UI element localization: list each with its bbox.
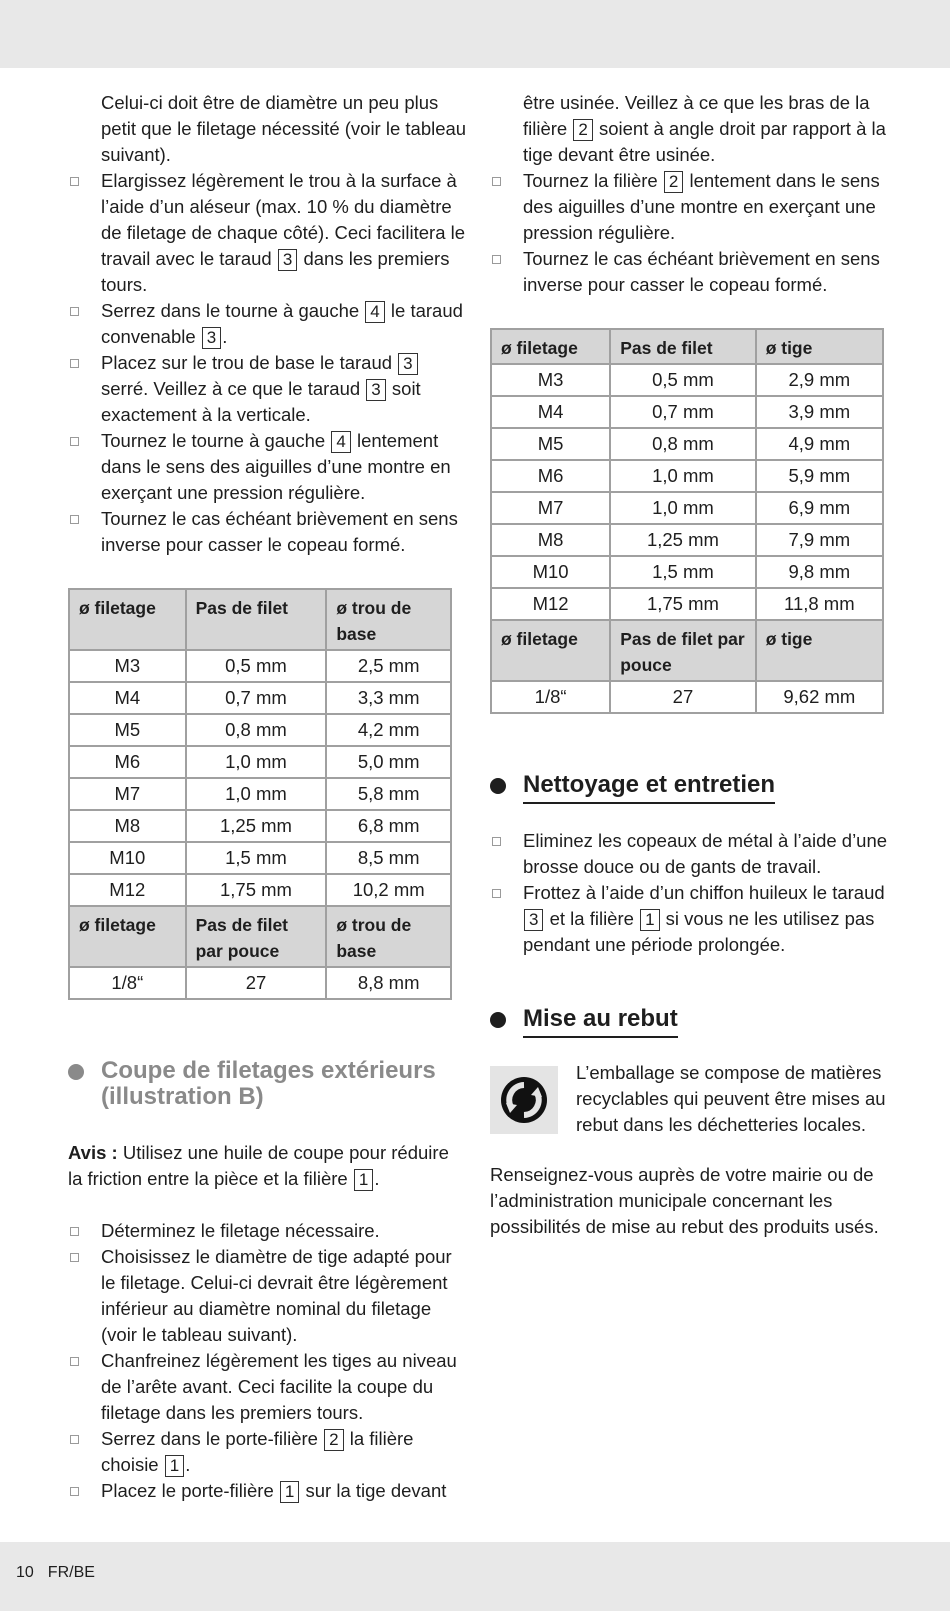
part-ref: 3 — [524, 909, 543, 931]
tap-drill-table — [68, 588, 452, 1000]
top-bar — [0, 0, 950, 68]
table-row — [491, 524, 883, 556]
table-header: ø tige — [756, 620, 883, 681]
table-cell: 1,75 mm — [186, 874, 327, 906]
table-cell: M7 — [491, 492, 610, 524]
table-cell: 9,8 mm — [756, 556, 883, 588]
page-number: 10 — [16, 1564, 34, 1581]
footer-bar — [0, 1542, 950, 1611]
table-cell: 0,7 mm — [610, 396, 755, 428]
table-cell: 0,5 mm — [610, 364, 755, 396]
table-cell: 27 — [186, 967, 327, 999]
disposal-text: L’emballage se compose de matières recyclables qui peuvent être mises au rebut dans les déchetteries locales. — [576, 1062, 886, 1135]
table-cell: 1/8“ — [69, 967, 186, 999]
section-heading-external-threads: Coupe de filetages extérieurs (illustration B) — [68, 1058, 468, 1110]
list-item: Tournez la filière 2 lentement dans le sens des aiguilles d’une montre en exerçant une pression régulière. — [490, 168, 890, 246]
list-item: Tournez le cas échéant brièvement en sens inverse pour casser le copeau formé. — [490, 246, 890, 298]
right-column — [490, 90, 890, 1240]
section-heading-disposal: Mise au rebut — [490, 1006, 890, 1038]
notice-paragraph: Avis : Utilisez une huile de coupe pour réduire la friction entre la pièce et la filière 1 . — [68, 1142, 449, 1189]
table-cell: M12 — [69, 874, 186, 906]
table-row — [491, 428, 883, 460]
table-cell: 4,2 mm — [326, 714, 451, 746]
bullet-dot — [490, 1012, 506, 1028]
rod-diameter-table — [490, 328, 884, 714]
list-item: Déterminez le filetage nécessaire. — [68, 1218, 468, 1244]
table-header: ø trou de base — [326, 906, 451, 967]
table-header: Pas de filet par pouce — [610, 620, 755, 681]
recycle-icon — [490, 1066, 558, 1134]
part-ref: 3 — [202, 327, 221, 349]
table-cell: 8,8 mm — [326, 967, 451, 999]
table-header: Pas de filet — [186, 589, 327, 650]
part-ref: 2 — [324, 1429, 343, 1451]
table-cell: M3 — [69, 650, 186, 682]
list-item: Chanfreinez légèrement les tiges au niveau de l’arête avant. Ceci facilite la coupe du filetage dans les premiers tours. — [68, 1348, 468, 1426]
table-cell: 1,5 mm — [610, 556, 755, 588]
table-cell: M6 — [69, 746, 186, 778]
table-cell: 1/8“ — [491, 681, 610, 713]
part-ref: 3 — [398, 353, 417, 375]
table-row — [491, 556, 883, 588]
table-row — [69, 650, 451, 682]
table-row — [491, 460, 883, 492]
table-cell: 8,5 mm — [326, 842, 451, 874]
table-header: ø tige — [756, 329, 883, 364]
part-ref: 4 — [331, 431, 350, 453]
table-cell: 3,3 mm — [326, 682, 451, 714]
list-item: Placez sur le trou de base le taraud 3 serré. Veillez à ce que le taraud 3 soit exactement à la verticale. — [68, 350, 468, 428]
table-cell: M6 — [491, 460, 610, 492]
left-column — [68, 90, 468, 1504]
table-cell: 7,9 mm — [756, 524, 883, 556]
list-item: Tournez le tourne à gauche 4 lentement dans le sens des aiguilles d’une montre en exerçant une pression régulière. — [68, 428, 468, 506]
table-cell: 5,8 mm — [326, 778, 451, 810]
table-cell: 6,9 mm — [756, 492, 883, 524]
intro-paragraph: Celui-ci doit être de diamètre un peu plus petit que le filetage nécessité (voir le tableau suivant). — [101, 92, 467, 165]
table-row — [69, 842, 451, 874]
bullet-dot — [68, 1064, 84, 1080]
table-cell: 0,7 mm — [186, 682, 327, 714]
table-row — [69, 778, 451, 810]
table-cell: 0,5 mm — [186, 650, 327, 682]
table-cell: M12 — [491, 588, 610, 620]
part-ref: 3 — [366, 379, 385, 401]
table-header-row — [69, 589, 451, 650]
part-ref: 1 — [640, 909, 659, 931]
list-item: Tournez le cas échéant brièvement en sens inverse pour casser le copeau formé. — [68, 506, 468, 558]
list-item: Eliminez les copeaux de métal à l’aide d’une brosse douce ou de gants de travail. — [490, 828, 890, 880]
table-row — [491, 588, 883, 620]
table-cell: 1,25 mm — [186, 810, 327, 842]
table-cell: M10 — [491, 556, 610, 588]
table-cell: M8 — [69, 810, 186, 842]
cleaning-list — [490, 828, 890, 958]
table-cell: 9,62 mm — [756, 681, 883, 713]
part-ref: 3 — [278, 249, 297, 271]
table-cell: M3 — [491, 364, 610, 396]
table-cell: 11,8 mm — [756, 588, 883, 620]
table-cell: 1,0 mm — [610, 460, 755, 492]
list-item: Serrez dans le porte-filière 2 la filière choisie 1 . — [68, 1426, 468, 1478]
table-cell: M4 — [491, 396, 610, 428]
list-item: Placez le porte-filière 1 sur la tige devant — [68, 1478, 468, 1504]
table-cell: 1,0 mm — [610, 492, 755, 524]
section-heading-cleaning: Nettoyage et entretien — [490, 772, 890, 804]
table-row — [69, 714, 451, 746]
part-ref: 2 — [664, 171, 683, 193]
part-ref: 1 — [280, 1481, 299, 1503]
table-row — [491, 364, 883, 396]
table-cell: M7 — [69, 778, 186, 810]
footer-text — [16, 1564, 109, 1582]
table-header-row — [491, 620, 883, 681]
table-row — [69, 874, 451, 906]
table-cell: 5,9 mm — [756, 460, 883, 492]
table-header: ø filetage — [69, 589, 186, 650]
table-cell: 6,8 mm — [326, 810, 451, 842]
table-cell: 4,9 mm — [756, 428, 883, 460]
table-row — [491, 681, 883, 713]
table-cell: 1,0 mm — [186, 778, 327, 810]
table-row — [491, 396, 883, 428]
part-ref: 1 — [165, 1455, 184, 1477]
language-code: FR/BE — [47, 1564, 95, 1581]
list-item: Serrez dans le tourne à gauche 4 le taraud convenable 3 . — [68, 298, 468, 350]
table-cell: M5 — [491, 428, 610, 460]
table-cell: 10,2 mm — [326, 874, 451, 906]
table-cell: M4 — [69, 682, 186, 714]
bullet-dot — [490, 778, 506, 794]
table-header-row — [491, 329, 883, 364]
table-row — [491, 492, 883, 524]
table-header: ø filetage — [491, 329, 610, 364]
table-header: ø filetage — [491, 620, 610, 681]
table-cell: 1,25 mm — [610, 524, 755, 556]
table-cell: M10 — [69, 842, 186, 874]
table-cell: 1,5 mm — [186, 842, 327, 874]
part-ref: 2 — [573, 119, 592, 141]
table-header: ø filetage — [69, 906, 186, 967]
table-cell: 27 — [610, 681, 755, 713]
table-cell: 2,9 mm — [756, 364, 883, 396]
table-row — [69, 746, 451, 778]
list-item: Elargissez légèrement le trou à la surface à l’aide d’un aléseur (max. 10 % du diamètre de filetage de chaque côté). Ceci facilitera le travail avec le taraud 3 dans les premiers tours. — [68, 168, 468, 298]
part-ref: 4 — [365, 301, 384, 323]
list-item: Choisissez le diamètre de tige adapté pour le filetage. Celui-ci devrait être légèrement inférieur au diamètre nominal du filetage (voir le tableau suivant). — [68, 1244, 468, 1348]
table-cell: 0,8 mm — [610, 428, 755, 460]
table-cell: 1,0 mm — [186, 746, 327, 778]
disposal-block — [490, 1060, 890, 1138]
steps-list — [68, 1218, 468, 1504]
disposal-text-2: Renseignez-vous auprès de votre mairie ou de l’administration municipale concernant les possibilités de mise au rebut des produits usés. — [490, 1164, 879, 1237]
list-item: Frottez à l’aide d’un chiffon huileux le taraud 3 et la filière 1 si vous ne les utilisez pas pendant une période prolongée. — [490, 880, 890, 958]
table-cell: 2,5 mm — [326, 650, 451, 682]
table-cell: 5,0 mm — [326, 746, 451, 778]
table-cell: 0,8 mm — [186, 714, 327, 746]
table-row — [69, 810, 451, 842]
table-cell: 1,75 mm — [610, 588, 755, 620]
part-ref: 1 — [354, 1169, 373, 1191]
table-cell: 3,9 mm — [756, 396, 883, 428]
notice-label: Avis : — [68, 1142, 118, 1163]
table-header: ø trou de base — [326, 589, 451, 650]
intro-paragraph: être usinée. Veillez à ce que les bras de la filière 2 soient à angle droit par rapport à la tige devant être usinée. — [523, 92, 886, 165]
table-row — [69, 682, 451, 714]
table-header: Pas de filet par pouce — [186, 906, 327, 967]
table-header-row — [69, 906, 451, 967]
table-row — [69, 967, 451, 999]
table-cell: M8 — [491, 524, 610, 556]
table-header: Pas de filet — [610, 329, 755, 364]
table-cell: M5 — [69, 714, 186, 746]
